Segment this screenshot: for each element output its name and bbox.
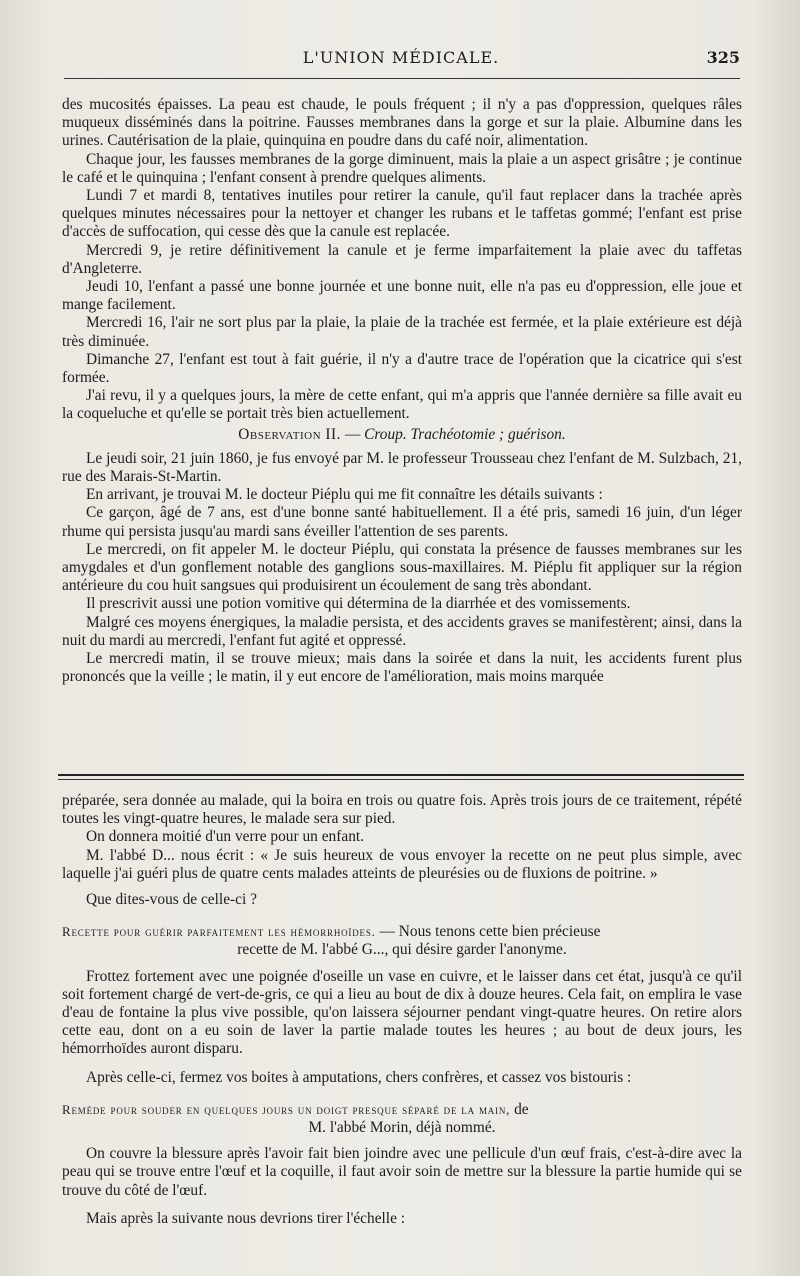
paragraph: Mercredi 9, je retire définitivement la canule et je ferme imparfaitement la plaie avec du taffetas d'Angleterre.: [62, 241, 742, 277]
paragraph: Le jeudi soir, 21 juin 1860, je fus envoyé par M. le professeur Trousseau chez l'enfant de M. Sulzbach, 21, rue des Marais-St-Martin.: [62, 449, 742, 486]
spacer: [62, 909, 742, 919]
observation-subject: Croup. Trachéotomie ; guérison.: [364, 425, 566, 443]
closing-line: Mais après la suivante nous devrions tirer l'échelle :: [86, 1209, 406, 1227]
upper-article: [62, 96, 742, 687]
paragraph: Malgré ces moyens énergiques, la maladie persista, et des accidents graves se manifestèrent; ainsi, dans la nuit du mardi au mercredi, l'enfant fut agité et oppressé.: [62, 613, 742, 649]
paragraph: On donnera moitié d'un verre pour un enfant.: [86, 828, 365, 846]
observation-dash: —: [340, 425, 365, 443]
transition-line: Après celle-ci, fermez vos boites à amputations, chers confrères, et cassez vos bistouris :: [86, 1068, 632, 1086]
paragraph: Le mercredi, on fit appeler M. le docteur Piéplu, qui constata la présence de fausses membranes sur les amygdales et d'un gonflement notable des ganglions sous-maxillaires. M. Piéplu fit appliquer sur la région antérieure du cou huit sangsues qui produisirent un écoulement de sang très abondant.: [62, 540, 742, 595]
page-number: 325: [706, 48, 740, 67]
remedy-heading-rest: de: [510, 1100, 529, 1118]
recipe-heading-rest: — Nous tenons cette bien précieuse: [375, 923, 601, 941]
paragraph: Le mercredi matin, il se trouve mieux; mais dans la soirée et dans la nuit, les accidents furent plus prononcés que la veille ; le matin, il y eut encore de l'amélioration, mais moins marquée: [62, 650, 742, 686]
paragraph: Ce garçon, âgé de 7 ans, est d'une bonne santé habituellement. Il a été pris, samedi 16 juin, d'un léger rhume qui persista jusqu'au mardi sans éveiller l'attention de ses parents.: [62, 504, 742, 540]
remedy-label: Remède pour souder en quelques jours un doigt presque séparé de la main,: [62, 1101, 511, 1117]
running-title: L'UNION MÉDICALE.: [302, 48, 500, 67]
paragraph: Dimanche 27, l'enfant est tout à fait guérie, il n'y a d'autre trace de l'opération que la cicatrice qui s'est formée.: [62, 350, 742, 387]
paragraph: J'ai revu, il y a quelques jours, la mère de cette enfant, qui m'a appris que l'année dernière sa fille avait eu la coqueluche et qu'elle se portait très bien actuellement.: [62, 387, 742, 423]
recipe-heading: [62, 923, 742, 941]
paragraph: préparée, sera donnée au malade, qui la boira en trois ou quatre fois. Après trois jours de ce traitement, répété toutes les vingt-quatre heures, le malade sera sur pied.: [62, 792, 742, 828]
header-rule: [64, 78, 740, 79]
paragraph: On couvre la blessure après l'avoir fait bien joindre avec une pellicule d'un œuf frais, c'est-à-dire avec la peau qui se trouve entre l'œuf et la coquille, il faut avoir soin de mettre sur la blessure la partie humide qui se trouve du côté de l'œuf.: [62, 1145, 742, 1199]
paragraph: des mucosités épaisses. La peau est chaude, le pouls fréquent ; il n'y a pas d'oppression, quelques râles muqueux disséminés dans la poitrine. Fausses membranes dans la gorge et sur la plaie. Albumine dans les urines. Cautérisation de la plaie, quinquina en poudre dans du café noir, alimentation.: [62, 96, 742, 150]
section-divider-thick: [58, 774, 744, 776]
remedy-attribution: M. l'abbé Morin, déjà nommé.: [308, 1119, 496, 1137]
question-line: Que dites-vous de celle-ci ?: [86, 891, 257, 909]
paragraph: Frottez fortement avec une poignée d'oseille un vase en cuivre, et le laisser dans cet état, jusqu'à ce qu'il soit fortement chargé de vert-de-gris, ce qui a lieu au bout de dix à douze heures. Cela fait, on emplira le vase d'eau de fontaine la plus vive possible, qu'on laissera séjourner pendant vingt-quatre heures. On retire alors cette eau, dont on a eu soin de laver la partie malade toutes les heures ; au bout de deux jours, les hémorrhoïdes auront disparu.: [62, 967, 742, 1058]
paragraph: Chaque jour, les fausses membranes de la gorge diminuent, mais la plaie a un aspect grisâtre ; je continue le café et le quinquina ; l'enfant consent à prendre quelques aliments.: [62, 150, 742, 186]
spacer: [62, 1059, 742, 1069]
page-header: [60, 46, 742, 74]
paragraph: Lundi 7 et mardi 8, tentatives inutiles pour retirer la canule, qu'il faut replacer dans la trachée après quelques minutes nécessaires pour la nettoyer et changer les rubans et le taffetas gommé; l'enfant est prise d'accès de suffocation, qui cesse dès que la canule est replacée.: [62, 187, 742, 241]
spacer: [62, 1087, 742, 1097]
recipe-attribution: recette de M. l'abbé G..., qui désire garder l'anonyme.: [237, 941, 567, 959]
paragraph: M. l'abbé D... nous écrit : « Je suis heureux de vous envoyer la recette on ne peut plus simple, avec laquelle j'ai guéri plus de quatre cents malades atteints de pleurésies ou de fluxions de poitrine. »: [62, 846, 742, 882]
remedy-heading: [62, 1101, 742, 1119]
paragraph: Jeudi 10, l'enfant a passé une bonne journée et une bonne nuit, elle n'a pas eu d'oppression, elle joue et mange facilement.: [62, 278, 742, 314]
paragraph: Il prescrivit aussi une potion vomitive qui détermina de la diarrhée et des vomissements.: [86, 595, 631, 613]
spacer: [62, 1200, 742, 1210]
paragraph: Mercredi 16, l'air ne sort plus par la plaie, la plaie de la trachée est fermée, et la plaie extérieure est déjà très diminuée.: [62, 314, 742, 350]
observation-label: Observation II.: [238, 425, 341, 443]
observation-heading: [62, 426, 742, 444]
section-divider-thin: [58, 779, 744, 780]
paragraph: En arrivant, je trouvai M. le docteur Piéplu qui me fit connaître les détails suivants :: [86, 486, 603, 504]
recipe-label: Recette pour guérir parfaitement les hémorrhoïdes.: [62, 924, 376, 940]
lower-feuilleton: [62, 792, 742, 1228]
